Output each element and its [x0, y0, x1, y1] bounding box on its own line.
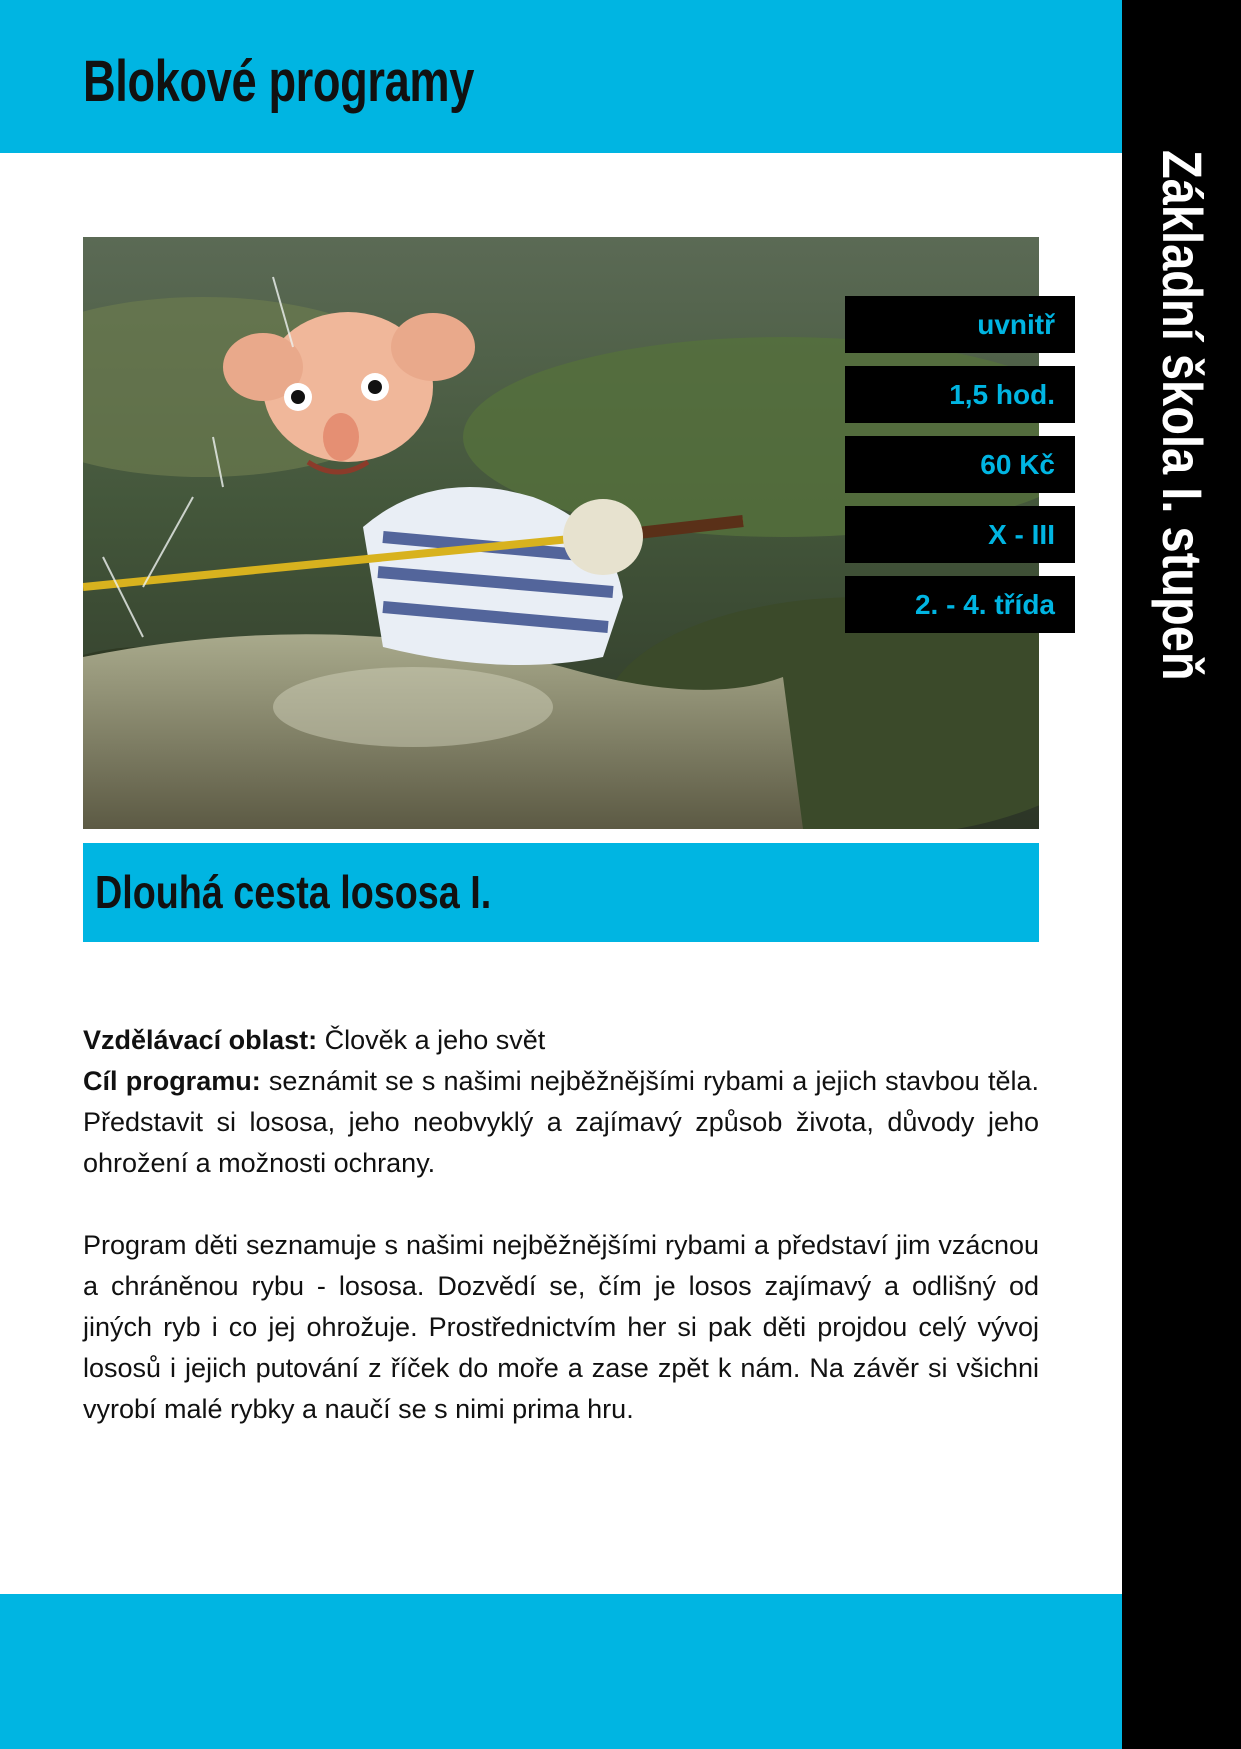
- program-title-band: [83, 843, 1039, 942]
- program-title: Dlouhá cesta lososa I.: [95, 866, 492, 918]
- header-band: [0, 0, 1122, 153]
- goal-value: seznámit se s našimi nejběžnějšími rybami a jejich stavbou těla. Představit si lososa, jeho neobvyklý a zajímavý způsob života, důvody jeho ohrožení a možnosti ochrany.: [83, 1066, 1039, 1178]
- spacer: [83, 1184, 1039, 1225]
- program-description: [83, 1020, 1039, 1430]
- tag-grade: 2. - 4. třída: [845, 576, 1075, 633]
- page-title: Blokové programy: [83, 49, 474, 114]
- area-value: Člověk a jeho svět: [324, 1025, 546, 1055]
- sidebar-title: Základní škola I. stupeň: [1151, 150, 1214, 681]
- tag-price: 60 Kč: [845, 436, 1075, 493]
- tag-location: uvnitř: [845, 296, 1075, 353]
- tag-season: X - III: [845, 506, 1075, 563]
- goal-label: Cíl programu:: [83, 1066, 261, 1096]
- program-tags: [845, 296, 1075, 646]
- footer-band: [0, 1594, 1122, 1749]
- area-line: [83, 1020, 1039, 1061]
- area-label: Vzdělávací oblast:: [83, 1025, 318, 1055]
- tag-duration: 1,5 hod.: [845, 366, 1075, 423]
- description-paragraph: Program děti seznamuje s našimi nejběžnějšími rybami a představí jim vzácnou a chráněnou rybu - lososa. Dozvědí se, čím je losos zajímavý a odlišný od jiných ryb i co jej ohrožuje. Prostřednictvím her si pak děti projdou celý vývoj lososů i jejich putování z říček do moře a zase zpět k nám. Na závěr si všichni vyrobí malé rybky a naučí se s nimi prima hru.: [83, 1230, 1039, 1424]
- goal-line: [83, 1061, 1039, 1184]
